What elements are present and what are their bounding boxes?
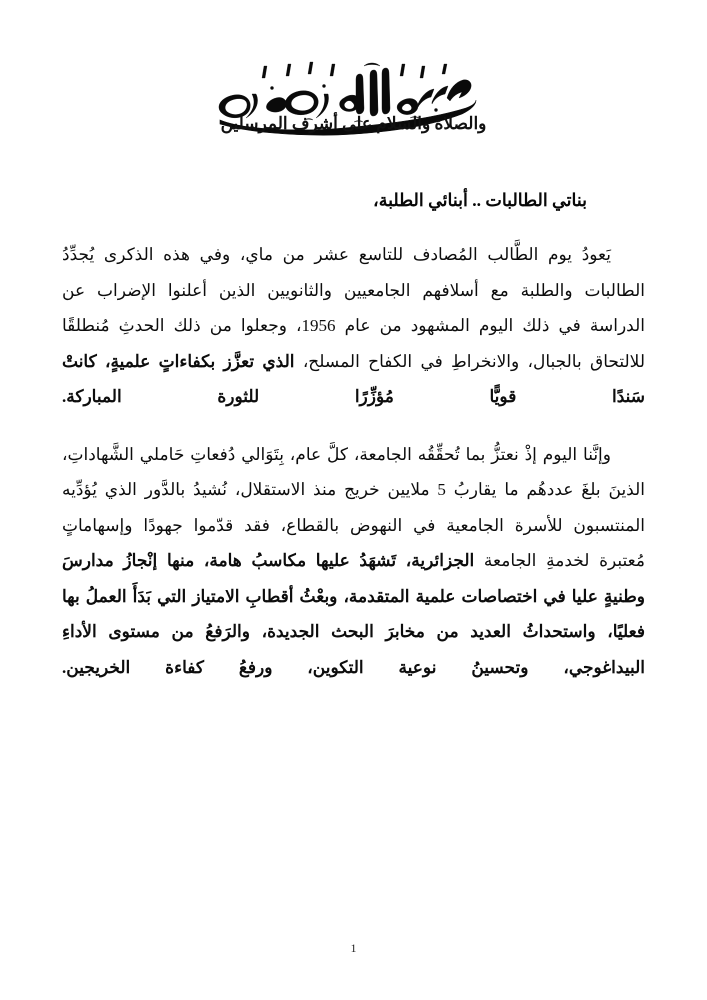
salawat-line: والصلاة والسلام على أشرف المرسلين bbox=[220, 114, 487, 133]
paragraph-2 bbox=[62, 437, 645, 686]
paragraph-1 bbox=[62, 237, 645, 415]
page-number: 1 bbox=[350, 941, 357, 955]
paragraph-2-regular: وإنَّنا اليوم إذْ نعتزُّ بما تُحقِّقُه الجامعة، كلَّ عام، بِتَوَالي دُفعاتِ حَاملي الشَّهاداتِ، الذينَ بلغَ عددهُم ما يقاربُ 5 ملايين خريج منذ الاستقلال، نُشيدُ بالدَّور الذي يُؤدِّيه المنتسبون للأسرة الجامعية في النهوض بالقطاع، فقد قدّموا جهودًا وإسهاماتٍ مُعتبرة لخدمةِ الجامعة bbox=[62, 444, 645, 570]
basmala-block bbox=[0, 0, 707, 96]
paragraph-2-bold: الجزائرية، تَشهَدُ عليها مكاسبُ هامة، منها إنْجازُ مدارسَ وطنيةٍ عليا في اختصاصات علمية المتقدمة، وبعْثُ أقطابِ الامتياز التي بَدَأَ العملُ بها فعليًا، واستحداثُ العديد من مخابرَ البحث الجديدة، والرَفعُ من مستوى الأداءِ البيداغوجي، وتحسينُ نوعية التكوين، ورفعُ كفاءة الخريجين. bbox=[62, 551, 645, 677]
paragraph-1-regular: يَعودُ يوم الطَّالب المُصادف للتاسع عشر من ماي، وفي هذه الذكرى يُجدِّدُ الطالبات والطلبة مع أسلافهم الجامعيين والثانويين الذين أعلنوا الإضراب عن الدراسة في ذلك اليوم المشهود من عام 1956، وجعلوا من ذلك الحدثِ مُنطلقًا للالتحاق بالجبال، والانخراطِ في الكفاح المسلح، bbox=[62, 245, 645, 371]
body-text bbox=[62, 237, 645, 685]
salutation-line: بناتي الطالبات .. أبنائي الطلبة، bbox=[373, 190, 587, 210]
paragraph-1-bold: الذي تعزَّز بكفاءاتٍ علميةٍ، كانتْ سَندًا قويًّا مُؤزِّرًا للثورة المباركة. bbox=[62, 351, 645, 406]
